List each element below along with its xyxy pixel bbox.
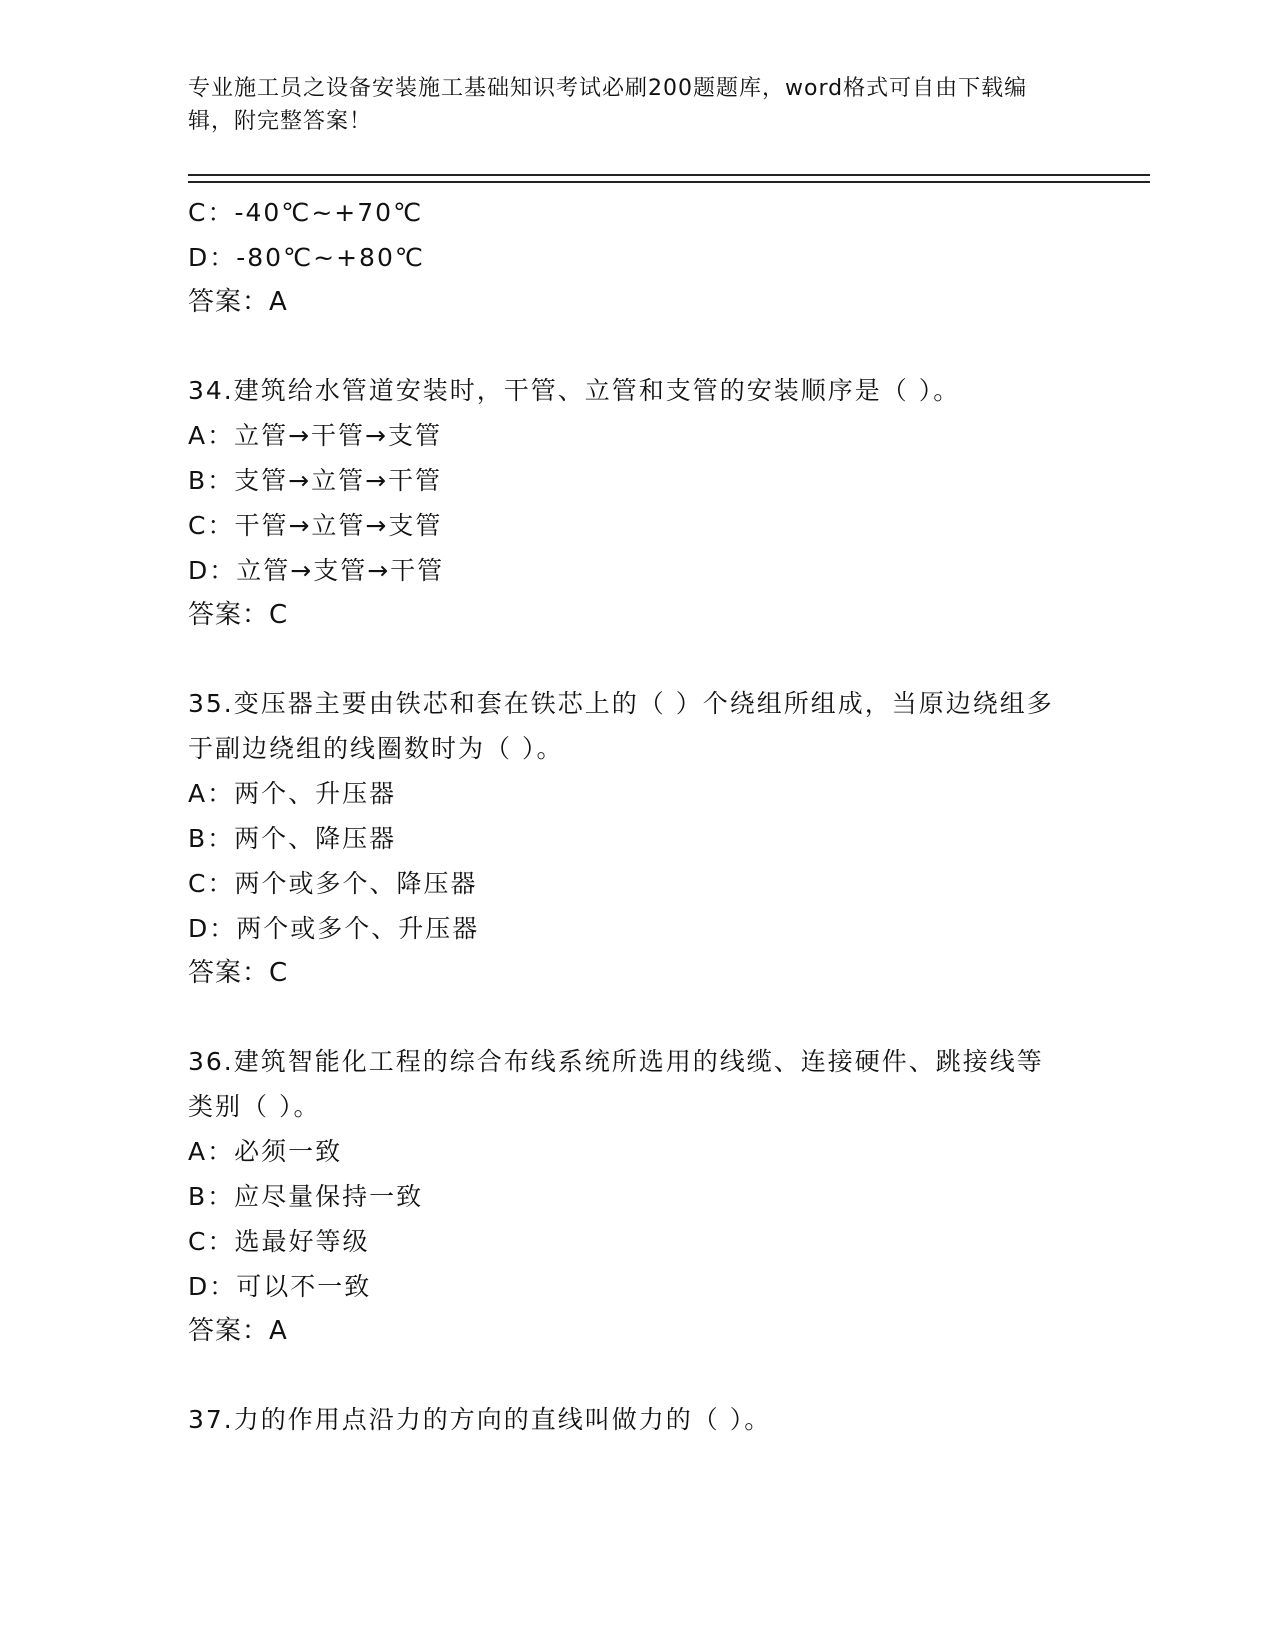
question-36: 36.建筑智能化工程的综合布线系统所选用的线缆、连接硬件、跳接线等类别（ ）。 [188,1047,1044,1121]
option-c: C：选最好等级 [188,1227,370,1256]
question-34: 34.建筑给水管道安装时，干管、立管和支管的安装顺序是（ ）。 [188,376,961,405]
option-a: A：两个、升压器 [188,779,397,808]
answer: 答案：A [188,287,288,317]
option-c: C：两个或多个、降压器 [188,869,478,898]
option-b: B：支管→立管→干管 [188,466,443,495]
answer: 答案：C [188,958,289,988]
option-d: D：两个或多个、升压器 [188,914,480,943]
header-divider-second [188,181,1150,183]
answer: 答案：A [188,1316,288,1346]
option-d: D：立管→支管→干管 [188,556,445,585]
option-c: C：干管→立管→支管 [188,511,443,540]
question-list [188,190,1088,1442]
option-c: C：-40℃~+70℃ [188,198,424,227]
option-a: A：必须一致 [188,1137,343,1166]
option-b: B：两个、降压器 [188,824,397,853]
option-b: B：应尽量保持一致 [188,1182,424,1211]
option-a: A：立管→干管→支管 [188,421,442,450]
question-35: 35.变压器主要由铁芯和套在铁芯上的（ ）个绕组所组成，当原边绕组多于副边绕组的线圈数时为（ ）。 [188,689,1054,763]
option-d: D：可以不一致 [188,1272,372,1301]
option-d: D：-80℃~+80℃ [188,243,425,272]
question-37: 37.力的作用点沿力的方向的直线叫做力的（ ）。 [188,1405,772,1434]
answer: 答案：C [188,600,289,630]
header-divider [188,174,1150,176]
document-header: 专业施工员之设备安装施工基础知识考试必刷200题题库，word格式可自由下载编辑，附完整答案！ [188,76,1028,134]
